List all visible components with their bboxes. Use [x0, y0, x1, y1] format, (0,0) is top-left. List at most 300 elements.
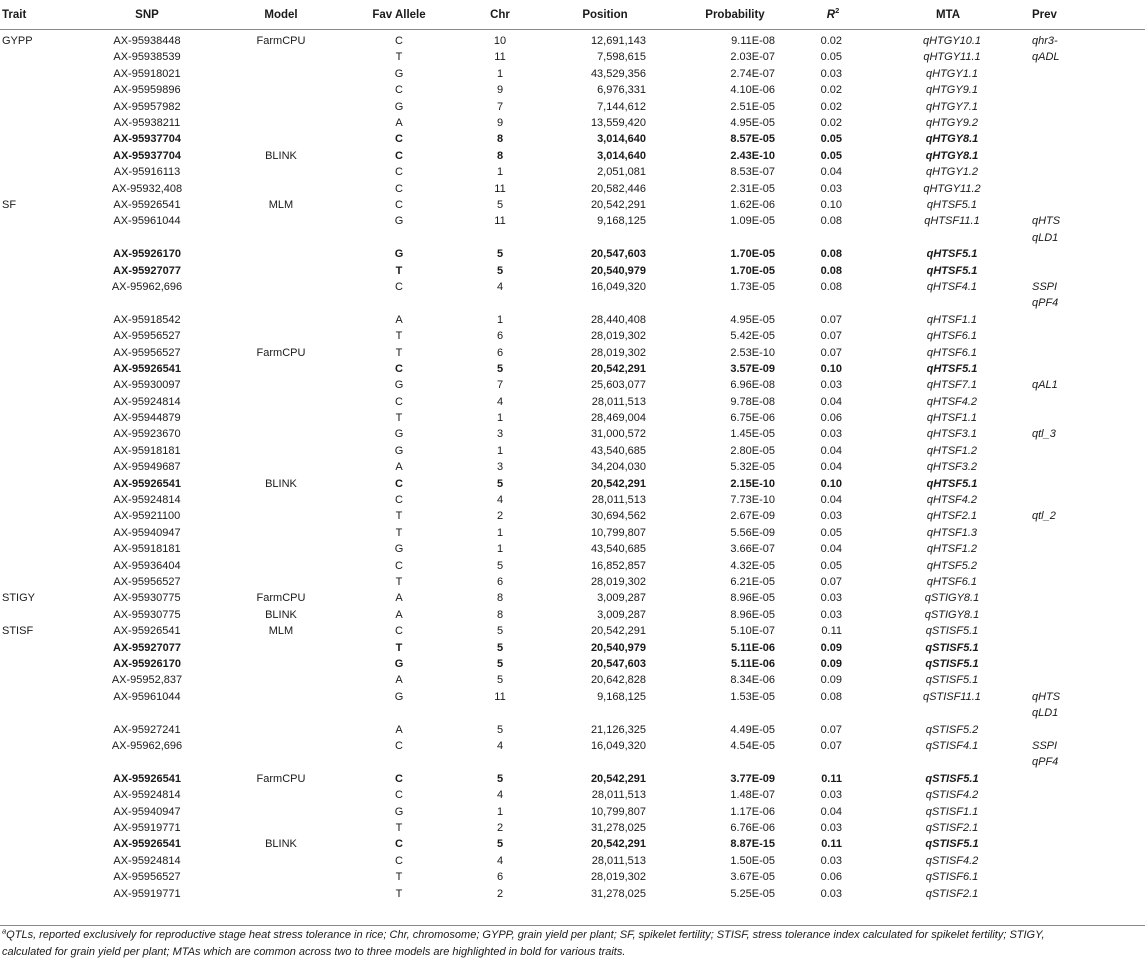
cell-probability: 8.96E-05: [730, 592, 775, 605]
cell-prev: qADL: [1032, 51, 1060, 64]
cell-model: [222, 804, 340, 820]
cell-chr: 8: [496, 608, 504, 621]
cell-trait: [0, 246, 72, 262]
cell-r2: 0.09: [820, 674, 842, 687]
cell-snp: AX-95957982: [113, 100, 181, 113]
cell-fav-allele: G: [394, 248, 404, 261]
cell-model: [222, 640, 340, 656]
table-bottom-rule: [0, 925, 1145, 926]
cell-trait: [0, 426, 72, 442]
cell-position: 3,014,640: [597, 133, 646, 146]
cell-snp: AX-95918181: [113, 444, 181, 457]
cell-snp: AX-95927077: [113, 264, 181, 277]
cell-chr: 5: [496, 838, 504, 851]
cell-position: 10,799,807: [590, 526, 646, 539]
cell-r2: 0.11: [821, 772, 842, 785]
cell-mta: qHTSF5.1: [926, 477, 978, 490]
cell-model: BLINK: [265, 477, 297, 490]
cell-fav-allele: T: [395, 330, 403, 343]
cell-trait: [0, 656, 72, 672]
cell-probability: 4.32E-05: [730, 559, 775, 572]
cell-fav-allele: C: [395, 838, 403, 851]
cell-mta: qHTGY1.2: [926, 166, 978, 179]
cell-fav-allele: G: [394, 543, 404, 556]
cell-snp: AX-95926541: [113, 198, 181, 211]
cell-fav-allele: T: [395, 871, 403, 884]
cell-trait: [0, 49, 72, 65]
cell-chr: 3: [496, 461, 504, 474]
cell-trait: [0, 181, 72, 197]
cell-chr: 9: [496, 84, 504, 97]
cell-position: 9,168,125: [597, 215, 646, 228]
cell-position: 16,049,320: [590, 280, 646, 293]
cell-prev: [1032, 476, 1145, 492]
cell-prev: [1032, 394, 1145, 410]
cell-mta: qHTSF2.1: [926, 510, 978, 523]
cell-model: [222, 246, 340, 262]
cell-trait: [0, 377, 72, 393]
cell-prev: [1032, 607, 1145, 623]
cell-model: [222, 131, 340, 147]
cell-trait: [0, 213, 72, 246]
cell-trait: STISF: [2, 625, 34, 638]
cell-mta: qSTISF5.1: [925, 772, 979, 785]
cell-mta: qHTGY9.1: [926, 84, 978, 97]
cell-chr: 4: [496, 280, 504, 293]
cell-prev: [1032, 853, 1145, 869]
cell-r2: 0.03: [820, 428, 842, 441]
table-row: [0, 426, 1145, 442]
table-row: [0, 279, 1145, 312]
cell-position: 20,540,979: [590, 641, 646, 654]
cell-snp: AX-95918542: [113, 313, 181, 326]
cell-r2: 0.03: [820, 789, 842, 802]
header-r2: [802, 0, 864, 30]
cell-position: 20,542,291: [590, 477, 646, 490]
cell-snp: AX-95919771: [113, 887, 181, 900]
cell-trait: [0, 361, 72, 377]
cell-r2: 0.03: [820, 379, 842, 392]
cell-mta: qHTSF1.3: [926, 526, 978, 539]
cell-fav-allele: C: [395, 625, 403, 638]
table-row: [0, 640, 1145, 656]
cell-fav-allele: C: [395, 559, 403, 572]
cell-prev: [1032, 443, 1145, 459]
cell-position: 25,603,077: [590, 379, 646, 392]
cell-fav-allele: G: [394, 100, 404, 113]
cell-position: 7,598,615: [597, 51, 646, 64]
cell-fav-allele: T: [395, 576, 403, 589]
cell-chr: 7: [496, 379, 504, 392]
cell-fav-allele: G: [394, 690, 404, 703]
table-row: [0, 623, 1145, 639]
cell-position: 10,799,807: [590, 805, 646, 818]
cell-trait: [0, 443, 72, 459]
cell-mta: qSTISF5.2: [925, 723, 979, 736]
cell-position: 20,547,603: [590, 657, 646, 670]
cell-position: 43,540,685: [590, 543, 646, 556]
cell-model: [222, 787, 340, 803]
cell-position: 31,000,572: [590, 428, 646, 441]
table-row: [0, 246, 1145, 262]
cell-r2: 0.03: [820, 608, 842, 621]
cell-chr: 4: [496, 789, 504, 802]
cell-model: [222, 722, 340, 738]
cell-probability: 2.43E-10: [730, 149, 775, 162]
cell-chr: 5: [496, 625, 504, 638]
cell-position: 28,440,408: [590, 313, 646, 326]
cell-snp: AX-95919771: [113, 821, 181, 834]
cell-probability: 3.77E-09: [730, 772, 775, 785]
cell-chr: 4: [496, 395, 504, 408]
cell-chr: 4: [496, 494, 504, 507]
cell-position: 20,582,446: [590, 182, 646, 195]
table-row: [0, 722, 1145, 738]
cell-probability: 1.50E-05: [730, 854, 775, 867]
cell-probability: 7.73E-10: [730, 494, 775, 507]
cell-snp: AX-95924814: [113, 854, 181, 867]
cell-probability: 9.78E-08: [730, 395, 775, 408]
cell-mta: qHTGY1.1: [926, 67, 978, 80]
cell-fav-allele: G: [394, 215, 404, 228]
cell-probability: 6.76E-06: [730, 821, 775, 834]
cell-model: BLINK: [265, 838, 297, 851]
cell-chr: 6: [496, 576, 504, 589]
cell-snp: AX-95926541: [113, 625, 181, 638]
table-row: [0, 197, 1145, 213]
cell-prev: [1032, 410, 1145, 426]
cell-chr: 1: [496, 543, 504, 556]
cell-position: 20,542,291: [590, 838, 646, 851]
footnote-line-2: calculated for grain yield per plant; MTAs which are common across two to three models are highlighted in bold for various traits.: [2, 945, 626, 958]
cell-trait: [0, 263, 72, 279]
cell-probability: 6.21E-05: [730, 576, 775, 589]
cell-trait: [0, 508, 72, 524]
cell-mta: qSTIGY8.1: [924, 592, 980, 605]
cell-fav-allele: C: [395, 789, 403, 802]
cell-position: 28,019,302: [590, 576, 646, 589]
cell-mta: qHTGY10.1: [922, 35, 982, 47]
table-row: [0, 99, 1145, 115]
cell-snp: AX-95916113: [113, 166, 181, 179]
cell-prev: [1032, 574, 1145, 590]
cell-snp: AX-95936404: [113, 559, 181, 572]
cell-position: 30,694,562: [590, 510, 646, 523]
cell-chr: 11: [494, 182, 506, 195]
cell-snp: AX-95926170: [113, 248, 181, 261]
cell-prev: [1032, 361, 1145, 377]
cell-snp: AX-95956527: [113, 871, 181, 884]
table-row: [0, 410, 1145, 426]
cell-position: 20,540,979: [590, 264, 646, 277]
cell-prev: [1032, 771, 1145, 787]
cell-prev: qtl_2: [1032, 510, 1056, 523]
cell-chr: 1: [496, 412, 504, 425]
cell-fav-allele: A: [395, 674, 403, 687]
cell-trait: [0, 148, 72, 164]
table-row: [0, 492, 1145, 508]
cell-r2: 0.10: [820, 477, 842, 490]
cell-prev: [1032, 672, 1145, 688]
cell-fav-allele: C: [395, 362, 403, 375]
table-row: [0, 525, 1145, 541]
cell-model: FarmCPU: [256, 592, 306, 605]
footnote-text-1: QTLs, reported exclusively for reproductive stage heat stress tolerance in rice; Chr, chromosome; GYPP, grain yield per plant; SF, spikelet fertility; STISF, stress tolerance index calculated for spikelet fertility; STIGY,: [6, 929, 1045, 941]
cell-fav-allele: A: [395, 116, 403, 129]
cell-r2: 0.04: [820, 444, 842, 457]
table-row: [0, 361, 1145, 377]
cell-chr: 11: [494, 215, 506, 228]
table-row: [0, 804, 1145, 820]
cell-snp: AX-95918021: [113, 67, 181, 80]
cell-probability: 5.11E-06: [730, 641, 775, 654]
cell-model: [222, 492, 340, 508]
table-row: [0, 443, 1145, 459]
cell-model: [222, 541, 340, 557]
cell-probability: 1.09E-05: [730, 215, 775, 228]
cell-trait: [0, 82, 72, 98]
cell-chr: 2: [496, 821, 504, 834]
cell-position: 2,051,081: [597, 166, 646, 179]
cell-chr: 1: [496, 313, 504, 326]
cell-snp: AX-95956527: [113, 330, 181, 343]
cell-snp: AX-95937704: [113, 133, 181, 146]
cell-snp: AX-95938539: [113, 51, 181, 64]
cell-model: [222, 263, 340, 279]
cell-fav-allele: A: [395, 608, 403, 621]
cell-model: [222, 361, 340, 377]
cell-model: [222, 181, 340, 197]
cell-trait: [0, 394, 72, 410]
cell-fav-allele: C: [395, 494, 403, 507]
footnote: [2, 927, 1145, 960]
cell-chr: 5: [496, 264, 504, 277]
cell-mta: qSTISF4.2: [925, 854, 979, 867]
cell-prev: [1032, 869, 1145, 885]
cell-fav-allele: T: [395, 526, 403, 539]
cell-position: 21,126,325: [590, 723, 646, 736]
cell-position: 43,540,685: [590, 444, 646, 457]
header-r2-sup: 2: [835, 5, 840, 15]
cell-mta: qSTISF4.1: [925, 739, 979, 752]
cell-position: 20,642,828: [590, 674, 646, 687]
cell-chr: 5: [496, 248, 504, 261]
cell-fav-allele: C: [395, 166, 403, 179]
table-row: [0, 394, 1145, 410]
cell-mta: qHTSF4.1: [926, 280, 978, 293]
cell-chr: 3: [496, 428, 504, 441]
cell-position: 6,976,331: [597, 84, 646, 97]
cell-mta: qHTSF4.2: [926, 494, 978, 507]
cell-snp: AX-95930097: [113, 379, 181, 392]
cell-position: 20,542,291: [590, 362, 646, 375]
cell-snp: AX-95938211: [113, 116, 181, 129]
cell-position: 20,547,603: [590, 248, 646, 261]
cell-position: 34,204,030: [590, 461, 646, 474]
table-row: [0, 656, 1145, 672]
cell-fav-allele: C: [395, 84, 403, 97]
cell-chr: 5: [496, 559, 504, 572]
cell-position: 3,009,287: [597, 592, 646, 605]
cell-snp: AX-95956527: [113, 576, 181, 589]
cell-probability: 1.53E-05: [730, 690, 775, 703]
table-row: [0, 689, 1145, 722]
cell-mta: qSTISF4.2: [925, 789, 979, 802]
cell-chr: 6: [496, 330, 504, 343]
cell-probability: 5.42E-05: [730, 330, 775, 343]
cell-probability: 2.51E-05: [730, 100, 775, 113]
cell-chr: 5: [496, 723, 504, 736]
cell-r2: 0.07: [820, 723, 842, 736]
cell-position: 16,049,320: [590, 739, 646, 752]
cell-model: [222, 869, 340, 885]
cell-model: [222, 410, 340, 426]
table-row: [0, 213, 1145, 246]
cell-probability: 2.31E-05: [730, 182, 775, 195]
cell-mta: qSTISF5.1: [925, 625, 979, 638]
cell-r2: 0.08: [820, 690, 842, 703]
cell-position: 13,559,420: [590, 116, 646, 129]
cell-probability: 1.70E-05: [730, 264, 775, 277]
cell-model: MLM: [268, 625, 294, 638]
cell-chr: 8: [496, 149, 504, 162]
cell-snp: AX-95962,696: [111, 739, 183, 752]
cell-snp: AX-95959896: [113, 84, 181, 97]
cell-fav-allele: T: [395, 641, 403, 654]
cell-model: [222, 525, 340, 541]
cell-prev: [1032, 263, 1145, 279]
cell-r2: 0.03: [820, 67, 842, 80]
cell-mta: qHTSF5.1: [926, 264, 978, 277]
table-row: [0, 131, 1145, 147]
cell-trait: [0, 99, 72, 115]
cell-position: 28,011,513: [591, 854, 646, 867]
cell-snp: AX-95923670: [113, 428, 181, 441]
cell-chr: 1: [496, 805, 504, 818]
cell-r2: 0.03: [820, 821, 842, 834]
cell-mta: qHTGY11.1: [923, 51, 981, 64]
cell-snp: AX-95926170: [113, 657, 181, 670]
cell-prev: [1032, 492, 1145, 508]
cell-snp: AX-95926541: [113, 362, 181, 375]
cell-r2: 0.04: [820, 805, 842, 818]
header-position: Position: [542, 0, 668, 30]
cell-probability: 8.96E-05: [730, 608, 775, 621]
cell-r2: 0.08: [820, 215, 842, 228]
cell-mta: qSTISF6.1: [925, 871, 979, 884]
cell-prev: [1032, 66, 1145, 82]
cell-model: BLINK: [265, 149, 297, 162]
cell-trait: [0, 574, 72, 590]
table-row: [0, 377, 1145, 393]
cell-snp: AX-95930775: [113, 608, 181, 621]
table-row: [0, 345, 1145, 361]
cell-prev: [1032, 886, 1145, 902]
cell-probability: 5.25E-05: [730, 887, 775, 900]
cell-snp: AX-95962,696: [111, 280, 183, 293]
cell-prev: [1032, 459, 1145, 475]
cell-prev: qtl_3: [1032, 428, 1056, 441]
cell-prev: [1032, 541, 1145, 557]
cell-mta: qHTSF6.1: [926, 330, 978, 343]
cell-fav-allele: G: [394, 444, 404, 457]
cell-r2: 0.05: [820, 149, 842, 162]
table-row: [0, 312, 1145, 328]
table-row: [0, 771, 1145, 787]
table-row: [0, 541, 1145, 557]
cell-probability: 4.95E-05: [730, 313, 775, 326]
cell-probability: 1.48E-07: [730, 789, 775, 802]
cell-trait: STIGY: [2, 592, 36, 605]
cell-model: FarmCPU: [256, 35, 306, 47]
cell-position: 28,011,513: [591, 789, 646, 802]
cell-chr: 4: [496, 854, 504, 867]
cell-fav-allele: C: [395, 739, 403, 752]
cell-mta: qHTSF7.1: [926, 379, 978, 392]
cell-snp: AX-95952,837: [111, 674, 183, 687]
cell-prev: [1032, 115, 1145, 131]
cell-probability: 1.17E-06: [730, 805, 775, 818]
cell-chr: 4: [496, 739, 504, 752]
table-row: [0, 508, 1145, 524]
cell-chr: 6: [496, 346, 504, 359]
cell-trait: [0, 607, 72, 623]
cell-probability: 2.03E-07: [730, 51, 775, 64]
cell-model: [222, 213, 340, 246]
table-row: [0, 30, 1145, 50]
footnote-marker: a: [2, 926, 7, 936]
cell-position: 28,469,004: [590, 412, 646, 425]
cell-chr: 5: [496, 198, 504, 211]
cell-fav-allele: G: [394, 428, 404, 441]
cell-trait: [0, 328, 72, 344]
cell-position: 28,019,302: [590, 871, 646, 884]
cell-chr: 9: [496, 116, 504, 129]
cell-snp: AX-95927241: [113, 723, 181, 736]
cell-fav-allele: G: [394, 805, 404, 818]
cell-fav-allele: T: [395, 412, 403, 425]
cell-prev: qHTS qLD1: [1032, 215, 1061, 244]
cell-fav-allele: C: [395, 198, 403, 211]
cell-model: [222, 672, 340, 688]
cell-mta: qSTISF2.1: [925, 887, 979, 900]
header-trait: Trait: [0, 0, 72, 30]
cell-r2: 0.08: [820, 280, 842, 293]
cell-probability: 8.34E-06: [730, 674, 775, 687]
cell-position: 20,542,291: [590, 772, 646, 785]
cell-trait: [0, 771, 72, 787]
cell-r2: 0.10: [820, 362, 842, 375]
cell-trait: [0, 279, 72, 312]
cell-model: [222, 312, 340, 328]
cell-fav-allele: C: [395, 149, 403, 162]
header-prev: Prev: [1032, 0, 1145, 30]
cell-model: [222, 443, 340, 459]
cell-chr: 5: [496, 477, 504, 490]
cell-fav-allele: G: [394, 379, 404, 392]
table-row: [0, 49, 1145, 65]
cell-mta: qHTSF5.1: [926, 248, 978, 261]
cell-mta: qSTISF2.1: [925, 821, 979, 834]
cell-chr: 6: [496, 871, 504, 884]
cell-probability: 4.10E-06: [730, 84, 775, 97]
cell-position: 28,011,513: [591, 494, 646, 507]
cell-mta: qSTISF5.1: [925, 657, 979, 670]
cell-fav-allele: A: [395, 592, 403, 605]
cell-r2: 0.04: [820, 395, 842, 408]
cell-trait: [0, 886, 72, 902]
cell-model: MLM: [268, 198, 294, 211]
